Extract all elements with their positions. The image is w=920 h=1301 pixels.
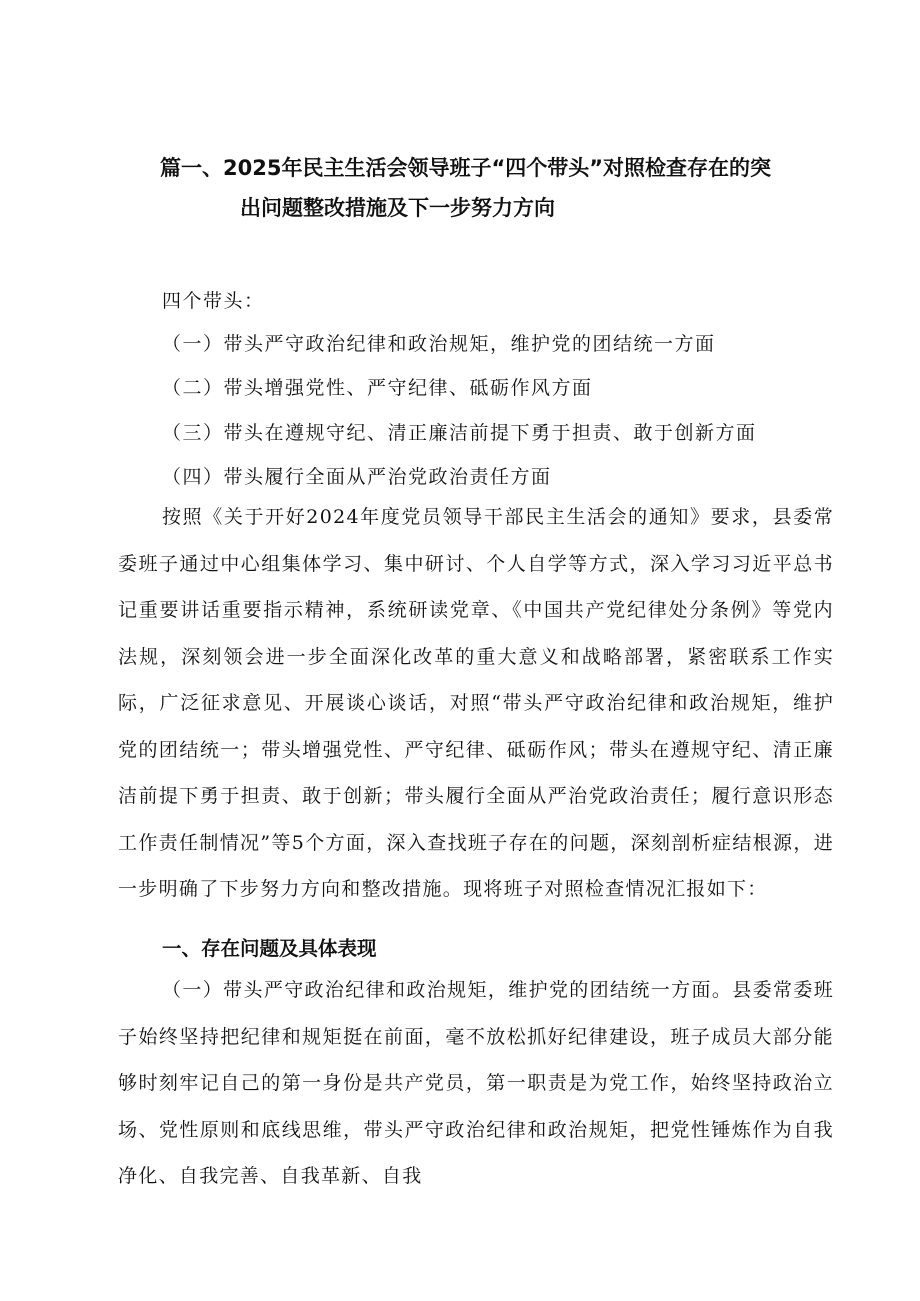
four-leads-item-2: （二）带头增强党性、严守纪律、砥砺作风方面: [162, 377, 593, 399]
title-line-2: 出问题整改措施及下一步努力方向: [240, 196, 555, 220]
document-title: [160, 148, 860, 228]
intro-paragraph: 按照《关于开好2024年度党员领导干部民主生活会的通知》要求，县委常委班子通过中心组集体学习、集中研讨、个人自学等方式，深入学习习近平总书记重要讲话重要指示精神，系统研读党章、《中国共产党纪律处分条例》等党内法规，深刻领会进一步全面深化改革的重大意义和战略部署，紧密联系工作实际，广泛征求意见、开展谈心谈话，对照“带头严守政治纪律和政治规矩，维护党的团结统一；带头增强党性、严守纪律、砥砺作风；带头在遵规守纪、清正廉洁前提下勇于担责、敢于创新；带头履行全面从严治党政治责任；履行意识形态工作责任制情况”等5个方面，深入查找班子存在的问题，深刻剖析症结根源，进一步明确了下步努力方向和整改措施。现将班子对照检查情况汇报如下：: [118, 506, 834, 900]
four-leads-heading: 四个带头：: [162, 290, 265, 312]
four-leads-item-4: （四）带头履行全面从严治党政治责任方面: [162, 466, 552, 488]
section-1-heading: 一、存在问题及具体表现: [162, 937, 377, 960]
section-1-paragraph: （一）带头严守政治纪律和政治规矩，维护党的团结统一方面。县委常委班子始终坚持把纪律和规矩挺在前面，毫不放松抓好纪律建设，班子成员大部分能够时刻牢记自己的第一身份是共产党员，第一职责是为党工作，始终坚持政治立场、党性原则和底线思维，带头严守政治纪律和政治规矩，把党性锤炼作为自我净化、自我完善、自我革新、自我: [118, 979, 834, 1187]
four-leads-item-3: （三）带头在遵规守纪、清正廉洁前提下勇于担责、敢于创新方面: [162, 422, 757, 444]
four-leads-item-1: （一）带头严守政治纪律和政治规矩，维护党的团结统一方面: [162, 333, 716, 355]
title-line-1: 篇一、2025年民主生活会领导班子“四个带头”对照检查存在的突: [160, 156, 772, 180]
